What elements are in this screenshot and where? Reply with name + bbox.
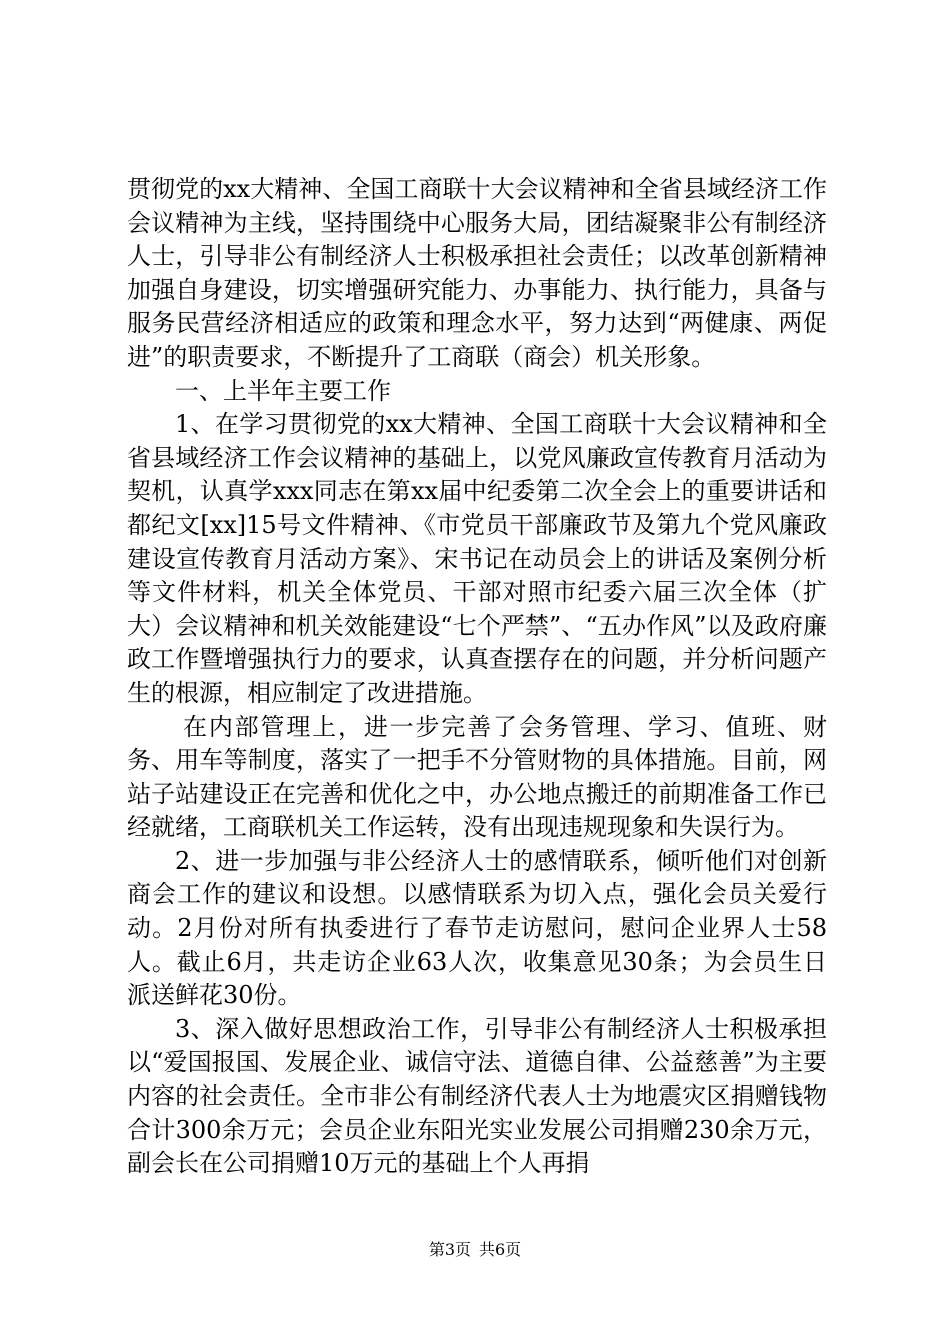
page-number: 第3页 [428, 1240, 471, 1259]
document-body [127, 173, 827, 1181]
paragraph-item-3: 3、深入做好思想政治工作，引导非公有制经济人士积极承担以“爱国报国、发展企业、诚信守法、道德自律、公益慈善”为主要内容的社会责任。全市非公有制经济代表人士为地震灾区捐赠钱物合计300余万元；会员企业东阳光实业发展公司捐赠230余万元，副会长在公司捐赠10万元的基础上个人再捐 [127, 1014, 827, 1178]
paragraph-internal-management: 在内部管理上，进一步完善了会务管理、学习、值班、财务、用车等制度，落实了一把手不分管财物的具体措施。目前，网站子站建设正在完善和优化之中，办公地点搬迁的前期准备工作已经就绪，工商联机关工作运转，没有出现违规现象和失误行为。 [127, 712, 827, 842]
page-footer [0, 1240, 950, 1260]
page-total: 共6页 [479, 1240, 522, 1259]
paragraph-intro: 贯彻党的xx大精神、全国工商联十大会议精神和全省县域经济工作会议精神为主线，坚持围绕中心服务大局，团结凝聚非公有制经济人士，引导非公有制经济人士积极承担社会责任；以改革创新精神加强自身建设，切实增强研究能力、办事能力、执行能力，具备与服务民营经济相适应的政策和理念水平，努力达到“两健康、两促进”的职责要求，不断提升了工商联（商会）机关形象。 [127, 175, 827, 371]
section-heading: 一、上半年主要工作 [175, 376, 391, 405]
paragraph-item-2: 2、进一步加强与非公经济人士的感情联系，倾听他们对创新商会工作的建议和设想。以感情联系为切入点，强化会员关爱行动。2月份对所有执委进行了春节走访慰问，慰问企业界人士58人。截止6月，共走访企业63人次，收集意见30条；为会员生日派送鲜花30份。 [127, 846, 827, 1010]
paragraph-item-1: 1、在学习贯彻党的xx大精神、全国工商联十大会议精神和全省县域经济工作会议精神的基础上，以党风廉政宣传教育月活动为契机，认真学xxx同志在第xx届中纪委第二次全会上的重要讲话和都纪文[xx]15号文件精神、《市党员干部廉政节及第九个党风廉政建设宣传教育月活动方案》、宋书记在动员会上的讲话及案例分析等文件材料，机关全体党员、干部对照市纪委六届三次全体（扩大）会议精神和机关效能建设“七个严禁”、“五办作风”以及政府廉政工作暨增强执行力的要求，认真查摆存在的问题，并分析问题产生的根源，相应制定了改进措施。 [127, 410, 827, 707]
